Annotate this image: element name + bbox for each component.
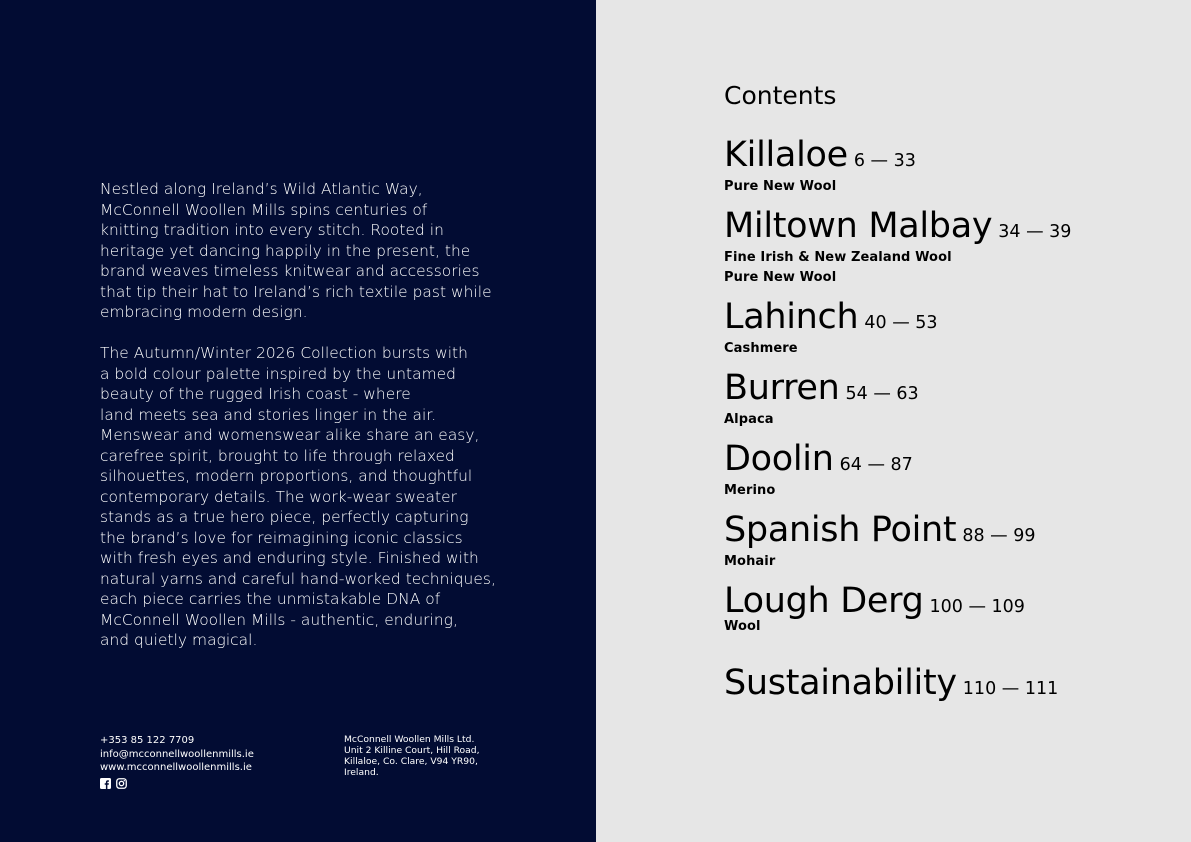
social-links — [100, 778, 254, 789]
contents-entry-sustainability[interactable] — [724, 663, 1059, 703]
entry-material: Fine Irish & New Zealand Wool — [724, 250, 952, 265]
entry-pages: 64 — 87 — [839, 455, 913, 475]
entry-pages: 6 — 33 — [853, 151, 916, 171]
intro-text — [100, 179, 520, 651]
entry-head — [724, 439, 913, 479]
intro-line: heritage yet dancing happily in the present, the — [100, 241, 471, 260]
entry-name: Lahinch — [724, 297, 859, 337]
intro-line: each piece carries the unmistakable DNA of — [100, 590, 441, 608]
entry-pages: 100 — 109 — [929, 597, 1025, 617]
address-line: Unit 2 Killine Court, Hill Road, — [344, 745, 480, 756]
intro-paragraph-1 — [100, 179, 520, 323]
entry-materials — [724, 339, 938, 359]
intro-line: natural yarns and careful hand-worked techniques, — [100, 569, 496, 588]
contact-block — [100, 734, 254, 789]
entry-name: Miltown Malbay — [724, 206, 993, 246]
entry-material: Pure New Wool — [724, 270, 837, 285]
entry-name: Killaloe — [724, 135, 848, 175]
contents-entry-lough-derg[interactable] — [724, 581, 1025, 637]
intro-paragraph-2 — [100, 343, 520, 651]
entry-pages: 88 — 99 — [962, 526, 1036, 546]
entry-head — [724, 663, 1059, 703]
intro-line: a bold colour palette inspired by the untamed — [100, 364, 456, 383]
entry-material: Merino — [724, 483, 776, 498]
contents-entry-killaloe[interactable] — [724, 135, 916, 197]
company-address — [344, 734, 480, 778]
entry-pages: 110 — 111 — [962, 679, 1059, 699]
intro-line: beauty of the rugged Irish coast - where — [100, 385, 411, 403]
entry-pages: 40 — 53 — [864, 313, 938, 333]
entry-material: Alpaca — [724, 412, 774, 427]
contents-entry-miltown-malbay[interactable] — [724, 206, 1072, 288]
intro-line: stands as a true hero piece, perfectly capturing — [100, 508, 469, 526]
entry-materials — [724, 481, 913, 501]
entry-head — [724, 510, 1036, 550]
contents-title: Contents — [724, 81, 837, 110]
entry-name: Spanish Point — [724, 510, 957, 550]
intro-line: carefree spirit, brought to life through relaxed — [100, 446, 455, 465]
entry-head — [724, 297, 938, 337]
intro-line: Menswear and womenswear alike share an easy, — [100, 426, 480, 444]
email-link[interactable]: info@mcconnellwoollenmills.ie — [100, 748, 254, 760]
entry-materials — [724, 248, 1071, 288]
contents-entry-doolin[interactable] — [724, 439, 913, 501]
entry-name: Burren — [724, 368, 840, 408]
entry-head — [724, 206, 1072, 246]
entry-name: Lough Derg — [724, 581, 924, 621]
entry-materials — [724, 177, 916, 197]
address-line: McConnell Woollen Mills Ltd. — [344, 734, 475, 745]
address-line: Ireland. — [344, 767, 379, 778]
instagram-icon[interactable] — [116, 778, 127, 789]
intro-line: brand weaves timeless knitwear and accessories — [100, 262, 480, 280]
intro-line: land meets sea and stories linger in the air. — [100, 405, 437, 424]
intro-line: knitting tradition into every stitch. Rooted in — [100, 221, 444, 239]
intro-line: The Autumn/Winter 2026 Collection bursts with — [100, 344, 468, 362]
facebook-icon[interactable] — [100, 778, 111, 789]
entry-head — [724, 368, 919, 408]
intro-line: embracing modern design. — [100, 303, 308, 321]
intro-line: and quietly magical. — [100, 631, 258, 649]
contents-entry-spanish-point[interactable] — [724, 510, 1036, 572]
entry-pages: 54 — 63 — [845, 384, 919, 404]
intro-line: that tip their hat to Ireland’s rich textile past while — [100, 282, 492, 301]
phone-number[interactable]: +353 85 122 7709 — [100, 735, 195, 746]
entry-pages: 34 — 39 — [998, 222, 1072, 242]
entry-material: Pure New Wool — [724, 179, 837, 194]
entry-head — [724, 135, 916, 175]
entry-material: Cashmere — [724, 341, 798, 356]
address-line: Killaloe, Co. Clare, V94 YR90, — [344, 756, 478, 767]
entry-materials — [724, 552, 1036, 572]
entry-name: Doolin — [724, 439, 834, 479]
intro-line: contemporary details. The work-wear sweater — [100, 487, 457, 506]
contents-entry-burren[interactable] — [724, 368, 919, 430]
contents-entry-lahinch[interactable] — [724, 297, 938, 359]
entry-materials — [724, 410, 919, 430]
intro-line: Nestled along Ireland’s Wild Atlantic Way, — [100, 180, 423, 198]
entry-material: Mohair — [724, 554, 776, 569]
intro-line: with fresh eyes and enduring style. Finished with — [100, 549, 479, 567]
entry-head — [724, 581, 1025, 621]
intro-line: McConnell Woollen Mills spins centuries of — [100, 200, 428, 219]
website-link[interactable]: www.mcconnellwoollenmills.ie — [100, 762, 252, 773]
intro-line: the brand’s love for reimagining iconic classics — [100, 528, 463, 547]
intro-line: silhouettes, modern proportions, and thoughtful — [100, 467, 473, 485]
entry-material: Wool — [724, 619, 761, 634]
intro-line: McConnell Woollen Mills - authentic, enduring, — [100, 610, 458, 629]
entry-name: Sustainability — [724, 663, 957, 703]
